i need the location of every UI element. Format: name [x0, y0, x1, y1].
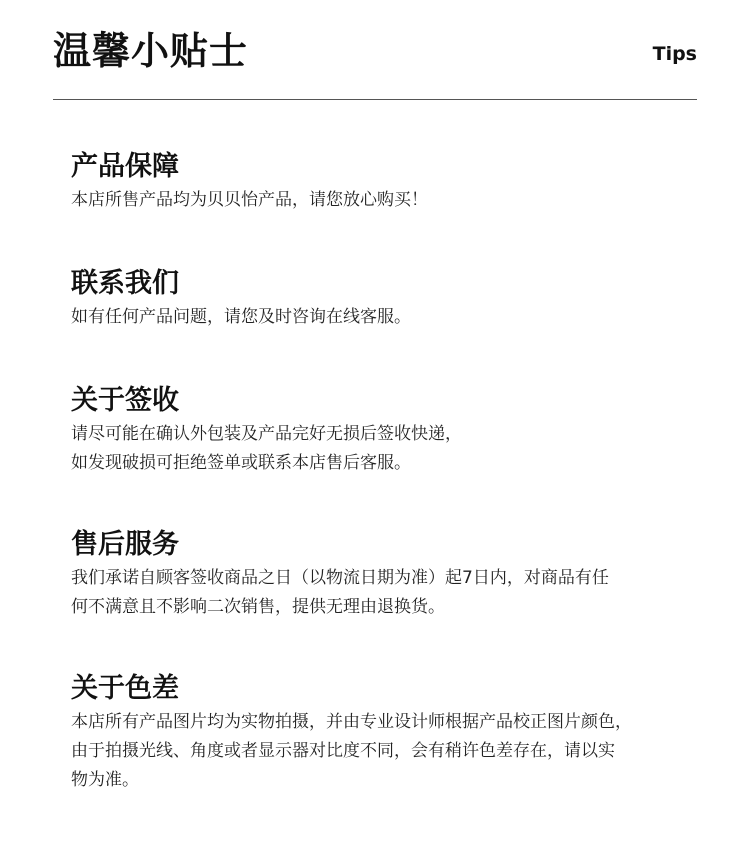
section-body-line: 如有任何产品问题，请您及时咨询在线客服。 — [71, 307, 411, 327]
section-body — [71, 186, 711, 215]
section-body-line: 请尽可能在确认外包装及产品完好无损后签收快递， — [71, 424, 462, 444]
section-body-line: 本店所有产品图片均为实物拍摄，并由专业设计师根据产品校正图片颜色， — [71, 712, 632, 732]
section-body-line: 本店所售产品均为贝贝怡产品，请您放心购买！ — [71, 190, 428, 210]
section-body — [71, 564, 711, 622]
section-after-sales — [71, 528, 711, 622]
section-color-difference — [71, 672, 711, 795]
section-product-guarantee — [71, 150, 711, 215]
section-body — [71, 303, 711, 332]
section-about-signing — [71, 384, 711, 478]
section-body — [71, 420, 711, 478]
section-body-line: 物为准。 — [71, 770, 139, 790]
page-title: 温馨小贴士 — [53, 29, 249, 73]
section-heading: 售后服务 — [71, 529, 179, 560]
section-heading: 联系我们 — [71, 268, 179, 299]
section-body — [71, 708, 711, 795]
section-body-line: 由于拍摄光线、角度或者显示器对比度不同，会有稍许色差存在，请以实 — [71, 741, 615, 761]
header-divider — [53, 99, 697, 100]
section-contact-us — [71, 267, 711, 332]
page-header — [53, 0, 697, 100]
tips-label: Tips — [652, 43, 697, 65]
section-heading: 关于色差 — [71, 673, 179, 704]
section-heading: 关于签收 — [71, 385, 179, 416]
section-body-line: 何不满意且不影响二次销售，提供无理由退换货。 — [71, 597, 445, 617]
section-body-line: 如发现破损可拒绝签单或联系本店售后客服。 — [71, 453, 411, 473]
section-body-line: 我们承诺自顾客签收商品之日（以物流日期为准）起7日内，对商品有任 — [71, 568, 609, 588]
section-heading: 产品保障 — [71, 151, 179, 182]
